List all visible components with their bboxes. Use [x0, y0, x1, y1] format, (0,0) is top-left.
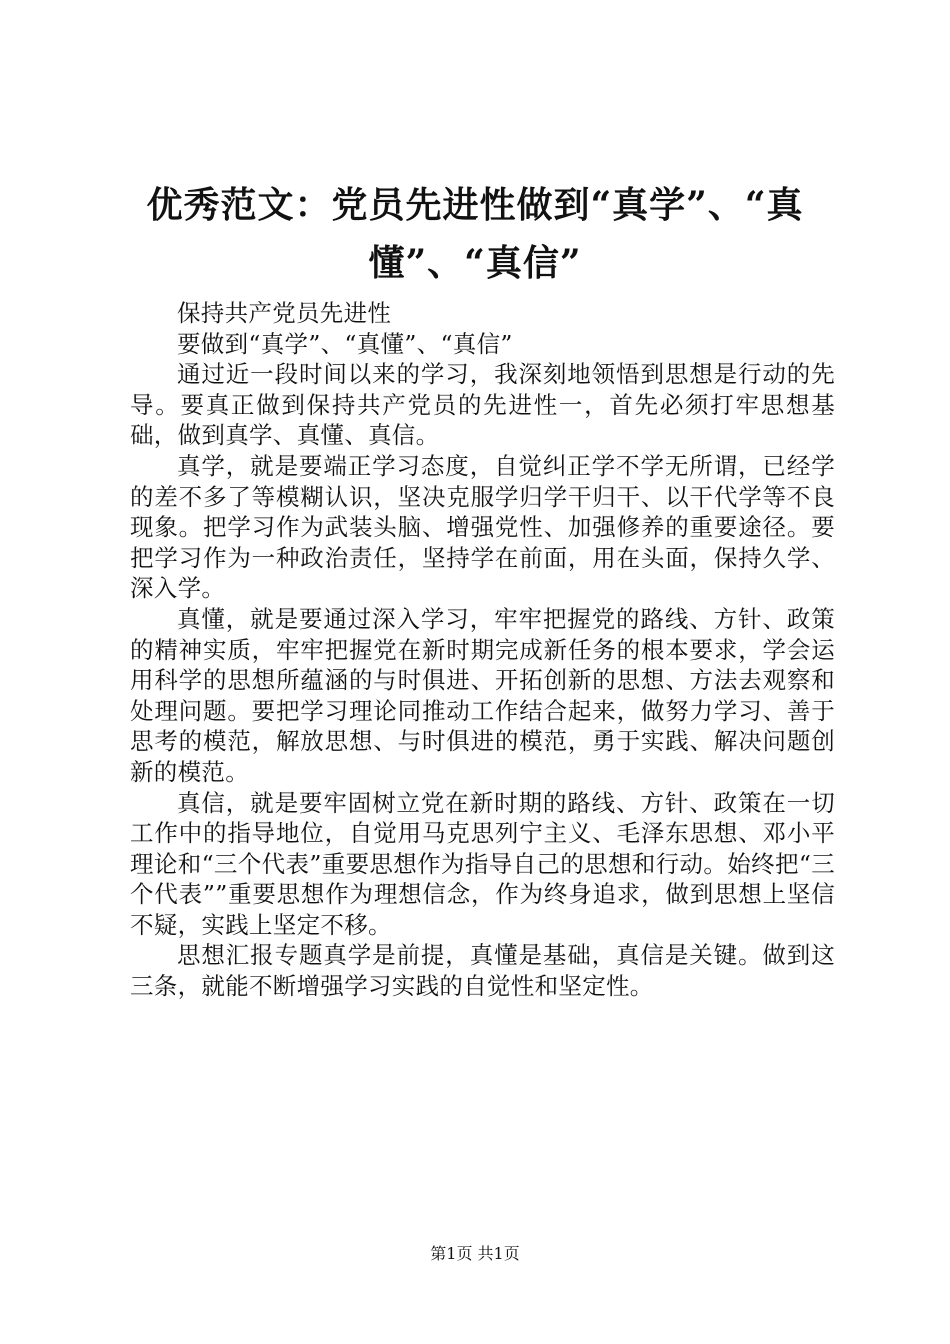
paragraph-zhenxue: 真学，就是要端正学习态度，自觉纠正学不学无所谓，已经学的差不多了等模糊认识，坚决克服学归学干归干、以干代学等不良现象。把学习作为武装头脑、增强党性、加强修养的重要途径。要把学习作为一种政治责任，坚持学在前面，用在头面，保持久学、深入学。: [130, 451, 835, 603]
paragraph-intro: 通过近一段时间以来的学习，我深刻地领悟到思想是行动的先导。要真正做到保持共产党员的先进性一，首先必须打牢思想基础，做到真学、真懂、真信。: [130, 360, 835, 450]
title-line-2: 懂”、“真信”: [368, 242, 582, 284]
paragraph-zhenxin: 真信，就是要牢固树立党在新时期的路线、方针、政策在一切工作中的指导地位，自觉用马克思列宁主义、毛泽东思想、邓小平理论和“三个代表”重要思想作为指导自己的思想和行动。始终把“三个代表””重要思想作为理想信念，作为终身追求，做到思想上坚信不疑，实践上坚定不移。: [130, 788, 835, 939]
paragraph-conclusion: 思想汇报专题真学是前提，真懂是基础，真信是关键。做到这三条，就能不断增强学习实践的自觉性和坚定性。: [130, 941, 835, 1001]
paragraph-heading: 要做到“真学”、“真懂”、“真信”: [177, 329, 513, 358]
paragraph-zhendong: 真懂，就是要通过深入学习，牢牢把握党的路线、方针、政策的精神实质，牢牢把握党在新时期完成新任务的根本要求，学会运用科学的思想所蕴涵的与时俱进、开拓创新的思想、方法去观察和处理问题。要把学习理论同推动工作结合起来，做努力学习、善于思考的模范，解放思想、与时俱进的模范，勇于实践、解决问题创新的模范。: [130, 604, 835, 786]
title-line-1: 优秀范文：党员先进性做到“真学”、“真: [146, 184, 804, 226]
page-number-footer: 第1页 共1页: [430, 1244, 520, 1263]
document-title: [110, 176, 840, 292]
paragraph-subtitle: 保持共产党员先进性: [177, 299, 392, 327]
document-body: [130, 298, 835, 1002]
